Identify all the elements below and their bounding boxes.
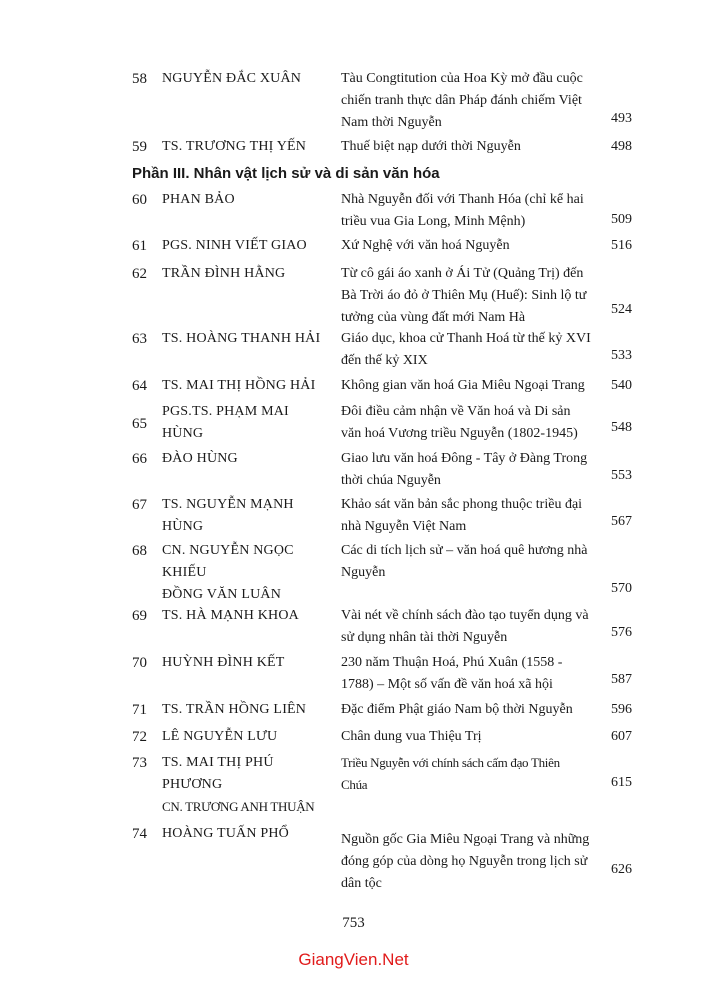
entry-page: 567 (611, 514, 632, 529)
entry-number: 71 (132, 702, 147, 718)
watermark: GiangVien.Net (298, 950, 409, 969)
entry-number: 72 (132, 729, 147, 745)
entry-title (341, 652, 606, 696)
title-line: Xứ Nghệ với văn hoá Nguyễn (341, 238, 510, 253)
author-line: ĐÀO HÙNG (162, 451, 238, 466)
entry-authors (162, 68, 332, 90)
entry-authors (162, 652, 332, 674)
entry-page: 576 (611, 625, 632, 640)
author-line: LÊ NGUYỄN LƯU (162, 729, 278, 744)
entry-authors (162, 263, 332, 285)
author-line: ĐỒNG VĂN LUÂN (162, 587, 282, 602)
entry-number: 60 (132, 192, 147, 208)
entry-number: 68 (132, 543, 147, 559)
entry-authors (162, 752, 332, 818)
entry-number: 74 (132, 826, 147, 842)
entry-authors (162, 699, 332, 721)
entry-page: 540 (611, 378, 632, 393)
entry-authors (162, 605, 332, 627)
entry-title (341, 401, 606, 445)
author-line: KHIẾU (162, 565, 207, 580)
author-line: TS. TRẦN HỒNG LIÊN (162, 702, 307, 717)
entry-number: 63 (132, 331, 147, 347)
entry-page: 626 (611, 862, 632, 877)
entry-authors (162, 494, 332, 538)
section-heading: Phần III. Nhân vật lịch sử và di sản văn hóa (132, 165, 440, 182)
entry-title (341, 328, 606, 372)
entry-number: 73 (132, 755, 147, 771)
entry-page: 615 (611, 775, 632, 790)
entry-page: 524 (611, 302, 632, 317)
title-line: Đặc điểm Phật giáo Nam bộ thời Nguyễn (341, 702, 573, 717)
author-line: PHAN BẢO (162, 192, 235, 207)
title-line: Không gian văn hoá Gia Miêu Ngoại Trang (341, 378, 585, 393)
entry-page: 596 (611, 702, 632, 717)
title-line: văn hoá Vương triều Nguyễn (1802-1945) (341, 426, 578, 441)
entry-title (341, 263, 606, 329)
title-line: nhà Nguyễn Việt Nam (341, 519, 467, 534)
entry-page: 607 (611, 729, 632, 744)
entry-authors (162, 136, 332, 158)
author-line: TS. HOÀNG THANH HẢI (162, 331, 321, 346)
entry-title (341, 68, 606, 134)
entry-title (341, 448, 606, 492)
title-line: 230 năm Thuận Hoá, Phú Xuân (1558 - (341, 655, 563, 670)
author-line: CN. NGUYỄN NGỌC (162, 543, 294, 558)
author-line: TRẦN ĐÌNH HẰNG (162, 266, 286, 281)
entry-number: 59 (132, 139, 147, 155)
entry-number: 67 (132, 497, 147, 513)
entry-authors (162, 189, 332, 211)
entry-title (341, 375, 606, 397)
entry-title (341, 235, 606, 257)
entry-authors (162, 540, 332, 606)
entry-title (341, 829, 606, 895)
title-line: Các di tích lịch sử – văn hoá quê hương nhà (341, 543, 588, 558)
author-line: TS. NGUYỄN MẠNH (162, 497, 294, 512)
entry-title (341, 189, 606, 233)
title-line: Triều Nguyễn với chính sách cấm đạo Thiên (341, 755, 560, 770)
title-line: Giáo dục, khoa cử Thanh Hoá từ thế kỷ XVI (341, 331, 591, 346)
title-line: Đôi điều cảm nhận về Văn hoá và Di sản (341, 404, 571, 419)
author-line: TS. TRƯƠNG THỊ YẾN (162, 139, 307, 154)
entry-title (341, 494, 606, 538)
entry-number: 70 (132, 655, 147, 671)
title-line: Nhà Nguyễn đối với Thanh Hóa (chỉ kể hai (341, 192, 584, 207)
title-line: sử dụng nhân tài thời Nguyễn (341, 630, 508, 645)
author-line: PHƯƠNG (162, 777, 223, 792)
title-line: dân tộc (341, 876, 382, 891)
title-line: Khảo sát văn bản sắc phong thuộc triều đại (341, 497, 583, 512)
author-line: NGUYỄN ĐẮC XUÂN (162, 71, 302, 86)
title-line: Nam thời Nguyễn (341, 115, 442, 130)
entry-title (341, 699, 606, 721)
entry-number: 64 (132, 378, 147, 394)
title-line: thời chúa Nguyễn (341, 473, 441, 488)
entry-page: 570 (611, 581, 632, 596)
title-line: Nguyễn (341, 565, 386, 580)
entry-page: 553 (611, 468, 632, 483)
entry-number: 58 (132, 71, 147, 87)
entry-title (341, 605, 606, 649)
title-line: chiến tranh thực dân Pháp đánh chiếm Việt (341, 93, 582, 108)
title-line: triều vua Gia Long, Minh Mệnh) (341, 214, 526, 229)
title-line: Thuế biệt nạp dưới thời Nguyễn (341, 139, 521, 154)
title-line: đến thế kỷ XIX (341, 353, 428, 368)
author-line: HOÀNG TUẤN PHỔ (162, 826, 289, 841)
entry-authors (162, 235, 332, 257)
title-line: Giao lưu văn hoá Đông - Tây ở Đàng Trong (341, 451, 588, 466)
author-line: PGS. NINH VIẾT GIAO (162, 238, 307, 253)
entry-number: 62 (132, 266, 147, 282)
entry-title (341, 540, 606, 584)
entry-page: 533 (611, 348, 632, 363)
title-line: đóng góp của dòng họ Nguyễn trong lịch sử (341, 854, 588, 869)
entry-page: 587 (611, 672, 632, 687)
title-line: Vài nét về chính sách đào tạo tuyển dụng và (341, 608, 589, 623)
author-line: HUỲNH ĐÌNH KẾT (162, 655, 285, 670)
title-line: 1788) – Một số vấn đề văn hoá xã hội (341, 677, 553, 692)
entry-authors (162, 823, 332, 845)
author-line: HÙNG (162, 519, 204, 534)
author-line: CN. TRƯƠNG ANH THUẬN (162, 799, 315, 814)
entry-authors (162, 328, 332, 350)
author-line: TS. MAI THỊ PHÚ (162, 755, 274, 770)
author-line: TS. MAI THỊ HỒNG HẢI (162, 378, 316, 393)
entry-title (341, 752, 606, 796)
title-line: Chúa (341, 777, 368, 792)
title-line: tưởng của vùng đất mới Nam Hà (341, 310, 526, 325)
author-line: HÙNG (162, 426, 204, 441)
entry-authors (162, 448, 332, 470)
entry-page: 498 (611, 139, 632, 154)
author-line: TS. HÀ MẠNH KHOA (162, 608, 299, 623)
title-line: Bà Trời áo đỏ ở Thiên Mụ (Huế): Sinh lộ tư (341, 288, 587, 303)
title-line: Tàu Congtitution của Hoa Kỳ mở đầu cuộc (341, 71, 583, 86)
entry-page: 516 (611, 238, 632, 253)
entry-number: 61 (132, 238, 147, 254)
entry-number: 66 (132, 451, 147, 467)
title-line: Chân dung vua Thiệu Trị (341, 729, 482, 744)
entry-number: 69 (132, 608, 147, 624)
entry-authors (162, 375, 332, 397)
entry-authors (162, 401, 332, 445)
entry-number: 65 (132, 416, 147, 432)
entry-page: 548 (611, 420, 632, 435)
page-number: 753 (342, 915, 365, 931)
entry-authors (162, 726, 332, 748)
entry-page: 493 (611, 111, 632, 126)
entry-page: 509 (611, 212, 632, 227)
title-line: Từ cô gái áo xanh ở Ái Tử (Quảng Trị) đến (341, 266, 584, 281)
entry-title (341, 726, 606, 748)
title-line: Nguồn gốc Gia Miêu Ngoại Trang và những (341, 832, 590, 847)
entry-title (341, 136, 606, 158)
author-line: PGS.TS. PHẠM MAI (162, 404, 289, 419)
